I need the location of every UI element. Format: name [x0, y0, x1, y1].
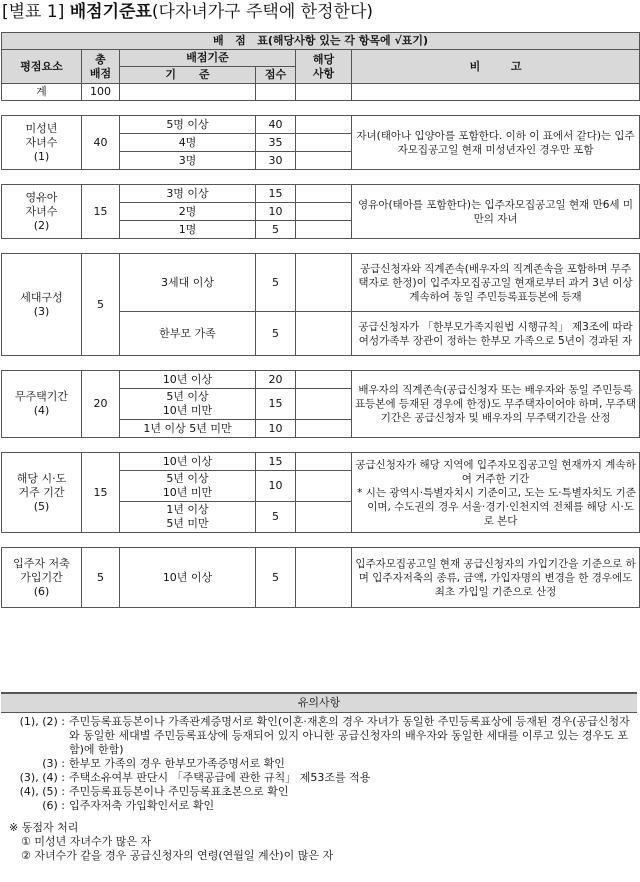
criteria-std: 1년 이상 5년 미만 [120, 502, 256, 533]
item-note [352, 453, 640, 533]
criteria-pts: 35 [256, 134, 296, 152]
item-total: 40 [82, 116, 120, 170]
check-cell[interactable] [296, 453, 352, 471]
item-name: 해당 시·도 거주 기간 (5) [2, 453, 82, 533]
header-total: 총 배점 [82, 50, 120, 84]
total-label: 계 [2, 84, 82, 101]
tie-break [1, 821, 637, 863]
criteria-std: 1명 [120, 221, 256, 239]
note-row: (6) : 입주자저축 가입확인서로 확인 [42, 799, 215, 812]
criteria-pts: 5 [256, 312, 296, 356]
criteria-pts: 20 [256, 371, 296, 389]
item-name: 세대구성 (3) [2, 254, 82, 356]
criteria-pts: 10 [256, 420, 296, 438]
item-name: 미성년 자녀수 (1) [2, 116, 82, 170]
criteria-pts: 10 [256, 471, 296, 502]
check-cell[interactable] [296, 116, 352, 134]
item-note: 입주자모집공고일 현재 공급신청자의 가입기간을 기준으로 하며 입주자저축의 종류, 금액, 가입자명의 변경을 한 경우에도 최초 가입일 기준으로 산정 [352, 548, 640, 608]
criteria-pts: 15 [256, 185, 296, 203]
criteria-std: 10년 이상 [120, 548, 256, 608]
item-name: 무주택기간 (4) [2, 371, 82, 438]
criteria-pts: 30 [256, 152, 296, 170]
item-name: 영유아 자녀수 (2) [2, 185, 82, 239]
criteria-std: 10년 이상 [120, 453, 256, 471]
header-criteria: 배점기준 [120, 50, 296, 67]
page-title [2, 0, 373, 26]
criteria-pts: 15 [256, 453, 296, 471]
item-note: 영유아(태아를 포함한다)는 입주자모집공고일 현재 만6세 미만의 자녀 [352, 185, 640, 239]
header-item: 평점요소 [2, 50, 82, 84]
check-cell[interactable] [296, 203, 352, 221]
title-bold: 배점기준표 [69, 2, 152, 22]
check-cell[interactable] [296, 502, 352, 533]
note-row: (4), (5) : 주민등록표등본이나 주민등록표초본으로 확인 [19, 785, 289, 798]
item-total: 5 [82, 548, 120, 608]
item-note: 공급신청자가 「한부모가족지원법 시행규칙」 제3조에 따라 여성가족부 장관이 정하는 한부모 가족으로 5년이 경과된 자 [352, 312, 640, 356]
check-cell[interactable] [296, 548, 352, 608]
criteria-pts: 40 [256, 116, 296, 134]
note-row: (3) : 한부모 가족의 경우 한부모가족증명서로 확인 [42, 757, 285, 770]
criteria-pts: 10 [256, 203, 296, 221]
criteria-std: 5명 이상 [120, 116, 256, 134]
criteria-std: 5년 이상 10년 미만 [120, 389, 256, 420]
check-cell[interactable] [296, 420, 352, 438]
title-prefix: [별표 1] [2, 2, 70, 22]
notes-section [1, 692, 637, 863]
note-row: (1), (2) : 주민등록표등본이나 가족관계증명서로 확인(이혼·재혼의 경우 자녀가 동일한 주민등록표상에 등재된 경우(공급신청자와 동일한 세대별 주민등록표상에 등재되어 있지 아니한 공급신청자의 배우자와 동일한 세대를 이루고 있는 경우도 포함)에 한함) [19, 715, 630, 756]
criteria-pts: 5 [256, 502, 296, 533]
tie-title: ※ 동점자 처리 [9, 821, 79, 834]
title-suffix: (다자녀가구 주택에 한정한다) [151, 2, 373, 22]
criteria-std: 1년 이상 5년 미만 [120, 420, 256, 438]
criteria-std: 5년 이상 10년 미만 [120, 471, 256, 502]
item-total: 15 [82, 185, 120, 239]
check-cell[interactable] [296, 84, 352, 101]
note-row: (3), (4) : 주택소유여부 판단시 「주택공급에 관한 규칙」 제53조를 적용 [19, 771, 371, 784]
check-cell[interactable] [296, 371, 352, 389]
item-note: 배우자의 직계존속(공급신청자 또는 배우자와 동일 주민등록표등본에 등재된 경우에 한정)도 무주택자이어야 하며, 무주택기간은 공급신청자 및 배우자의 무주택기간을 산정 [352, 371, 640, 438]
item-total: 20 [82, 371, 120, 438]
item-total: 5 [82, 254, 120, 356]
criteria-pts: 5 [256, 548, 296, 608]
criteria-std: 4명 [120, 134, 256, 152]
check-cell[interactable] [296, 221, 352, 239]
criteria-pts: 15 [256, 389, 296, 420]
criteria-std: 3명 이상 [120, 185, 256, 203]
header-applicable: 해당 사항 [296, 50, 352, 84]
note-bullet: * 시는 광역시·특별자치시 기준이고, 도는 도·특별자치도 기준이며, 수도권의 경우 서울·경기·인천지역 전체를 해당 시·도로 본다 [357, 486, 636, 527]
criteria-std: 3세대 이상 [120, 254, 256, 312]
check-cell[interactable] [296, 134, 352, 152]
criteria-pts: 5 [256, 254, 296, 312]
check-cell[interactable] [296, 389, 352, 420]
check-cell[interactable] [296, 254, 352, 312]
note-main: 공급신청자가 해당 지역에 입주자모집공고일 현재까지 계속하여 거주한 기간 [355, 458, 636, 485]
criteria-std: 10년 이상 [120, 371, 256, 389]
notes-heading: 유의사항 [1, 693, 637, 713]
tie-rule-1: ① 미성년 자녀수가 많은 자 [21, 835, 152, 848]
item-total: 15 [82, 453, 120, 533]
item-name: 입주자 저축 가입기간 (6) [2, 548, 82, 608]
criteria-std: 3명 [120, 152, 256, 170]
header-criteria-std: 기 준 [120, 67, 256, 84]
check-cell[interactable] [296, 185, 352, 203]
check-cell[interactable] [296, 152, 352, 170]
tie-rule-2: ② 자녀수가 같을 경우 공급신청자의 연령(연월일 계산)이 많은 자 [21, 849, 334, 862]
check-cell[interactable] [296, 312, 352, 356]
criteria-std: 한부모 가족 [120, 312, 256, 356]
header-remarks: 비 고 [352, 50, 640, 84]
check-cell[interactable] [296, 471, 352, 502]
table-caption: 배 점 표(해당사항 있는 각 항목에 √표기) [2, 33, 640, 50]
total-score: 100 [82, 84, 120, 101]
header-criteria-pts: 점수 [256, 67, 296, 84]
score-table [1, 32, 640, 608]
criteria-std: 2명 [120, 203, 256, 221]
item-note: 자녀(태아나 입양아를 포함한다. 이하 이 표에서 같다)는 입주자모집공고일 현재 미성년자인 경우만 포함 [352, 116, 640, 170]
item-note: 공급신청자와 직계존속(배우자의 직계존속을 포함하며 무주택자로 한정)이 입주자모집공고일 현재로부터 과거 3년 이상 계속하여 동일 주민등록표등본에 등재 [352, 254, 640, 312]
criteria-pts: 5 [256, 221, 296, 239]
